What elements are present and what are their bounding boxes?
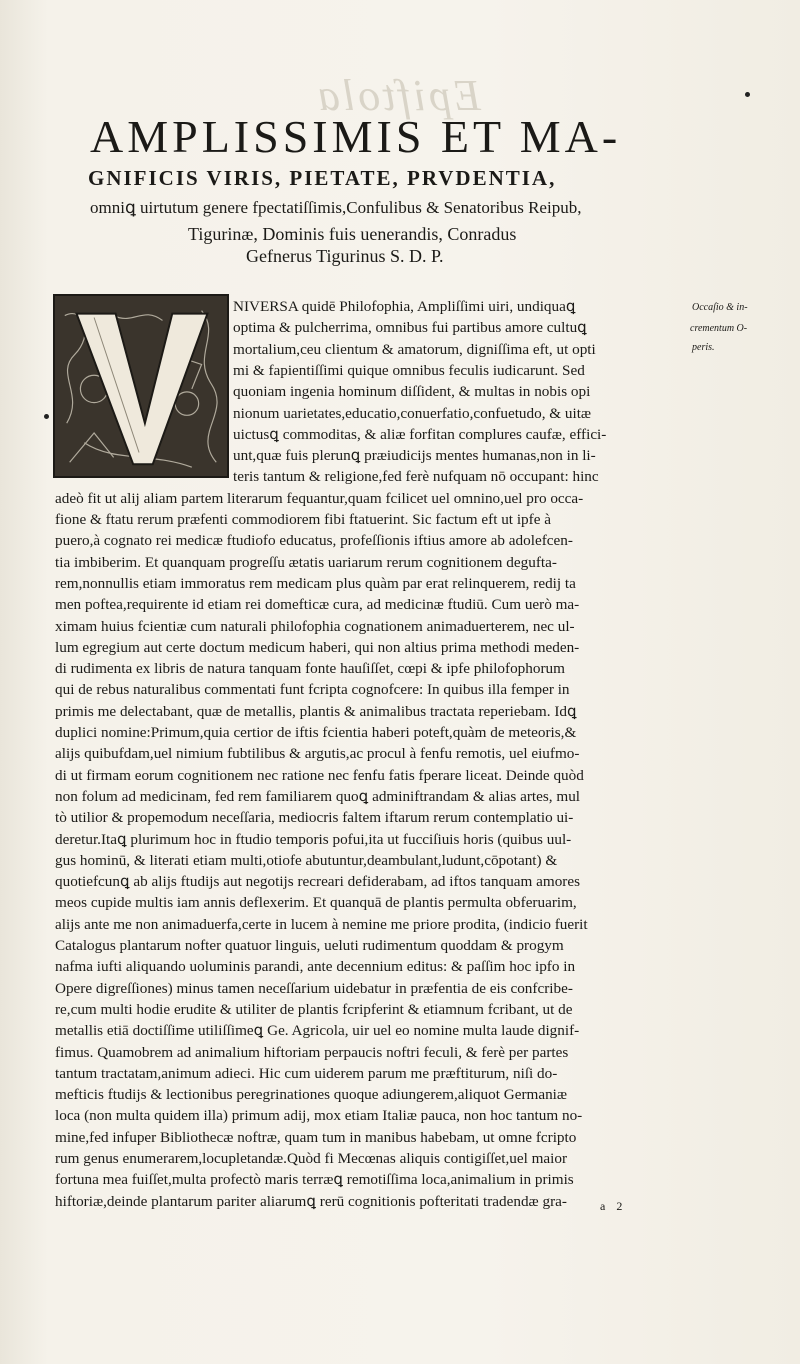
show-through-text: Epiftola [315, 71, 481, 120]
decorated-initial-woodcut [53, 294, 229, 478]
text-line: mine,fed infuper Bibliothecæ noftræ, quam tum in manibus habebam, ut omne fcripto [55, 1128, 577, 1146]
text-line: fimus. Quamobrem ad animalium hiftoriam perpaucis noftri feculi, & ferè per partes [55, 1043, 569, 1061]
text-line: uictusꝗ commoditas, & aliæ forfitan complures caufæ, effici- [233, 425, 607, 443]
text-line: quoniam ingenia hominum diſſident, & multas in nobis opi [233, 383, 591, 401]
text-line: non folum ad medicinam, fed rem familiarem quoꝗ adminiftrandam & alias artes, mul [55, 787, 581, 805]
ink-speck [44, 414, 49, 419]
title-line-3: omniꝗ uirtutum genere fpectatiſſimis,Confulibus & Senatoribus Reipub, [90, 198, 582, 217]
text-line: duplici nomine:Primum,quia certior de iftis fcientia haberi poteft,quàm de meteoris,& [55, 724, 577, 741]
ink-speck [745, 92, 750, 97]
text-line: nionum uarietates,educatio,conuerfatio,confuetudo, & uitæ [233, 404, 592, 422]
text-line: quotiefcunꝗ ab alijs ftudijs aut negotijs recreari defiderabam, ad iftos tanquam amores [55, 873, 580, 891]
text-line: teris tantum & religione,fed ferè nufquam nō occupant: hinc [233, 468, 599, 486]
text-line: alijs ante me non animaduerfa,certe in lucem à nemine me priore prodita, (indicio fuerit [55, 915, 588, 933]
text-line: mortalium,ceu clientum & amatorum, digniſſima eft, ut opti [233, 340, 596, 358]
title-line-2: GNIFICIS VIRIS, PIETATE, PRVDENTIA, [88, 166, 557, 190]
text-line: mefticis ftudijs & lectionibus peregrinationes quoque adiungerem,aliquot Germaniæ [55, 1086, 568, 1104]
text-line: di ut firmam eorum cognitionem nec ratione nec fenfu fatis fperare liceat. Deinde quòd [55, 766, 584, 784]
text-line: Opere digreſſiones) minus tamen neceſſarium uidebatur in præfentia de eis confcribe- [55, 979, 573, 997]
text-line: puero,à cognato rei medicæ ftudiofo educatus, profeſſionis iftius amore ab adolefcen- [55, 532, 573, 550]
text-line: nafma iufti aliquando uoluminis parandi, ante decennium editus: & paſſim hoc ipfo in [55, 958, 576, 976]
text-line: unt,quæ fuis plerunꝗ præiudicijs mentes humanas,non in li- [233, 447, 596, 465]
text-line: mi & fapientiſſimi quique omnibus feculis iudicarunt. Sed [233, 361, 585, 379]
title-line-1: AMPLISSIMIS ET MA- [90, 111, 622, 162]
title-line-5: Gefnerus Tigurinus S. D. P. [246, 246, 444, 266]
text-line: fione & ftatu rerum præfenti commodiorem fibi ftatuerint. Sic factum eft ut ipfe à [55, 511, 551, 528]
text-line: tia imbiberim. Et quanquam progreſſu ætatis uariarum rerum cognitionem degufta- [55, 553, 557, 571]
text-line: rum genus enumerarem,locupletandæ.Quòd fi Mecœnas aliquis contigiſſet,uel maior [55, 1150, 568, 1167]
text-line: tantum tractatam,animum adieci. Hic cum uiderem parum me præftiturum, niſi do- [55, 1064, 558, 1082]
title-line-4: Tigurinæ, Dominis fuis uenerandis, Conradus [188, 224, 517, 244]
margin-note: crementum O- [690, 323, 748, 334]
text-line: optima & pulcherrima, omnibus fui partibus amore cultuꝗ [233, 319, 587, 337]
text-line: re,cum multi hodie erudite & utiliter de plantis fcripferint & etiamnum fcribant, ut de [55, 1000, 573, 1018]
text-line: meos cupide multis iam annis deflexerim. Et quanquā de plantis permulta obferuarim, [55, 894, 577, 912]
signature-mark: a 2 [600, 1199, 627, 1213]
text-line: hiftoriæ,deinde plantarum pariter aliarumꝗ rerū cognitionis pofteritati tradendæ gra- [55, 1192, 567, 1210]
text-line: metallis etiā doctiſſime utiliſſimeꝗ Ge. Agricola, uir uel eo nomine multa laude dignif- [55, 1022, 580, 1040]
text-line: tò utilior & propemodum neceſſaria, mediocris faltem iftarum rerum contemplatio ui- [55, 809, 574, 827]
text-line: men poftea,requirente id etiam rei domefticæ cura, ad medicinæ ftudiū. Cum uerò ma- [55, 596, 580, 614]
margin-note: peris. [692, 342, 715, 353]
text-line: adeò fit ut alij aliam partem literarum fequantur,quam fcilicet uel omnino,uel pro occa- [55, 489, 584, 507]
text-line: primis me delectabant, quæ de metallis, plantis & animalibus tractata reperiebam. Idꝗ [55, 702, 577, 720]
text-line: lum egregium aut certe doctum medicum haberi, qui non altius prima methodi meden- [55, 638, 580, 656]
text-line: Catalogus plantarum nofter quatuor linguis, ueluti rudimentum quoddam & progym [55, 937, 564, 954]
text-line: gus hominū, & literati etiam multi,otiofe abutuntur,deambulant,ludunt,cōpotant) & [55, 851, 558, 869]
text-line: loca (non multa quidem illa) primum adij, mox etiam Italiæ pauca, non hoc tantum no- [55, 1107, 583, 1125]
text-line: fortuna mea fuiſſet,multa profectò maris terræꝗ remotiſſima loca,animalium in primis [55, 1171, 574, 1189]
text-line: ximam huius fcientiæ cum naturali philofophia cognationem animaduerterem, nec ul- [55, 617, 575, 635]
margin-note: Occaſio & in- [692, 302, 748, 313]
text-line: NIVERSA quidē Philofophia, Ampliſſimi uiri, undiquaꝗ [233, 298, 576, 315]
text-line: deretur.Itaꝗ plurimum hoc in ftudio temporis pofui,ita ut fucciſiuis horis (quibus uul- [55, 830, 572, 848]
text-line: alijs quibufdam,uel nimium fubtilibus & argutis,ac procul à fenfu remotis, uel eiufmo- [55, 745, 580, 763]
text-line: di rudimenta ex libris de natura tanquam fonte hauſiſſet, cœpi & ipfe philofophorum [55, 660, 565, 678]
text-line: qui de rebus naturalibus commentati funt fcripta cognofcere: In quibus illa femper in [55, 681, 570, 699]
text-line: rem,nonnullis etiam immoratus rem medicam plus quàm par erat relinquerem, redij ta [55, 574, 576, 592]
